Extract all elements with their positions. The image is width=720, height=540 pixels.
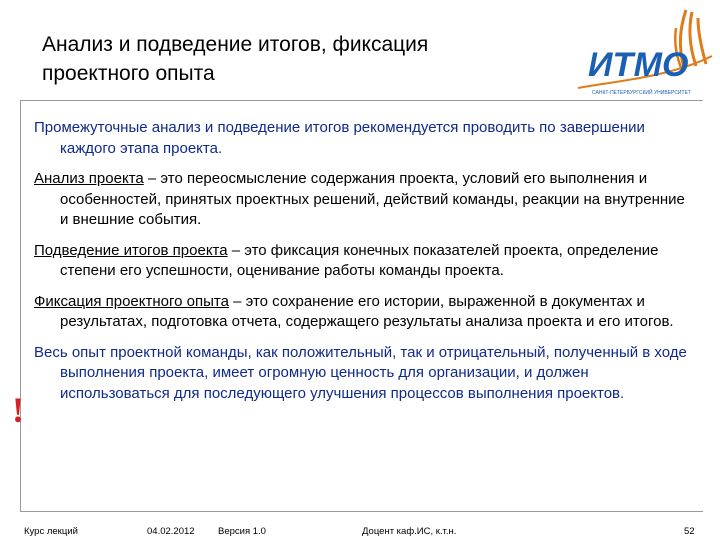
paragraph-analysis xyxy=(34,169,694,231)
paragraph-summary xyxy=(34,241,694,282)
footer-version: Версия 1.0 xyxy=(218,526,266,537)
footer-date: 04.02.2012 xyxy=(147,526,195,537)
logo-text: ИТМО xyxy=(588,46,689,84)
slide-content xyxy=(34,118,694,414)
paragraph-experience xyxy=(34,292,694,333)
logo-subtext: САНКТ-ПЕТЕРБУРГСКИЙ УНИВЕРСИТЕТ xyxy=(592,90,691,96)
itmo-logo xyxy=(568,8,716,98)
exclamation-icon: ! xyxy=(12,390,24,430)
definition-summary: – это фиксация конечных показателей проекта, определение степени его успешности, оценивание работы команды проекта. xyxy=(60,241,659,279)
term-summary: Подведение итогов проекта xyxy=(34,241,228,259)
slide-title xyxy=(42,30,562,88)
paragraph-intro: Промежуточные анализ и подведение итогов рекомендуется проводить по завершении каждого этапа проекта. xyxy=(34,119,645,157)
definition-experience: – это сохранение его истории, выраженной в документах и результатах, подготовка отчета, содержащего результаты анализа проекта и его итогов. xyxy=(60,292,674,330)
footer-author: Доцент каф.ИС, к.т.н. xyxy=(362,526,457,537)
term-experience: Фиксация проектного опыта xyxy=(34,292,229,310)
slide-footer xyxy=(0,526,720,540)
footer-page-number: 52 xyxy=(684,526,695,537)
term-analysis: Анализ проекта xyxy=(34,170,144,187)
title-line-2: проектного опыта xyxy=(42,62,215,85)
definition-analysis: – это переосмысление содержания проекта, условий его выполнения и особенностей, принятых проектных решений, действий команды, реакции на внутренние и внешние события. xyxy=(60,170,685,228)
paragraph-conclusion: Весь опыт проектной команды, как положительный, так и отрицательный, полученный в ходе выполнения проекта, имеет огромную ценность для организации, и должен использоваться для последующего улучшения процессов выполнения проектов. xyxy=(34,343,687,402)
footer-course: Курс лекций xyxy=(24,526,78,537)
title-line-1: Анализ и подведение итогов, фиксация xyxy=(42,33,429,56)
slide-header xyxy=(0,0,720,100)
